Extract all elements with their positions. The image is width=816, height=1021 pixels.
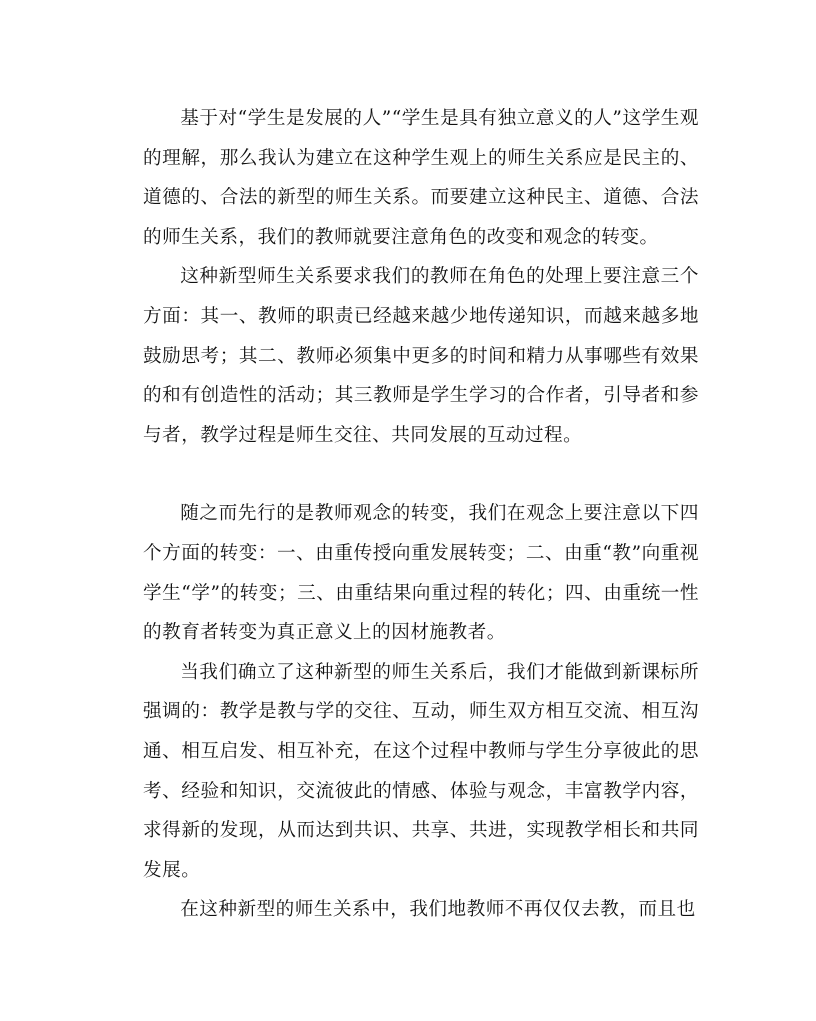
- document-body: [143, 99, 699, 930]
- paragraph-concept-change: 随之而先行的是教师观念的转变，我们在观念上要注意以下四个方面的转变：一、由重传授向重发展转变；二、由重“教”向重视学生“学”的转变；三、由重结果向重过程的转化；四、由重统一性的教育者转变为真正意义上的因材施教者。: [143, 503, 699, 644]
- paragraph-gap: [143, 455, 699, 494]
- paragraph-curriculum-standard: 当我们确立了这种新型的师生关系后，我们才能做到新课标所强调的：教学是教与学的交往、互动，师生双方相互交流、相互沟通、相互启发、相互补充，在这个过程中教师与学生分享彼此的思考、经验和知识，交流彼此的情感、体验与观念，丰富教学内容，求得新的发现，从而达到共识、共享、共进，实现教学相长和共同发展。: [143, 661, 699, 881]
- paragraph-new-relationship: 在这种新型的师生关系中，我们地教师不再仅仅去教，而且也: [180, 899, 696, 921]
- paragraph-teacher-role: 这种新型师生关系要求我们的教师在角色的处理上要注意三个方面：其一、教师的职责已经越来越少地传递知识，而越来越多地鼓励思考；其二、教师必须集中更多的时间和精力从事哪些有效果的和有创造性的活动；其三教师是学生学习的合作者，引导者和参与者，教学过程是师生交往、共同发展的互动过程。: [143, 266, 699, 446]
- paragraph-student-view: 基于对“学生是发展的人”“学生是具有独立意义的人”这学生观的理解，那么我认为建立在这种学生观上的师生关系应是民主的、道德的、合法的新型的师生关系。而要建立这种民主、道德、合法的师生关系，我们的教师就要注意角色的改变和观念的转变。: [143, 108, 699, 248]
